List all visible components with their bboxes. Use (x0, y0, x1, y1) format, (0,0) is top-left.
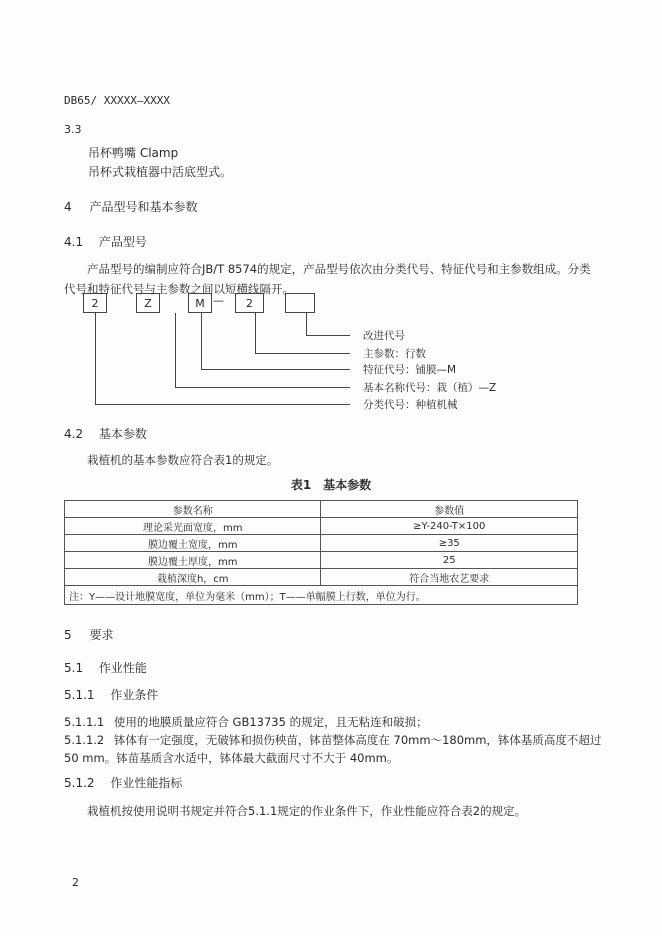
section-5-1-2-heading (64, 775, 182, 792)
section-4-1-title: 产品型号 (98, 235, 147, 249)
connector-main-param-h (255, 353, 350, 354)
section-4-heading (64, 199, 197, 216)
connector-feature-v (201, 313, 202, 369)
clause-5-1-1-1-text: 使用的地膜质量应符合 GB13735 的规定，且无粘连和破损； (113, 715, 428, 729)
section-4-1-paragraph: 产品型号的编制应符合JB/T 8574的规定，产品型号依次由分类代号、特征代号和主参数组成。分类代号和特征代号与主参数之间以短横线隔开。 (64, 262, 591, 296)
table-row (65, 518, 578, 535)
table-cell: 符合当地农艺要求 (321, 569, 578, 586)
clause-5-1-1-1 (64, 714, 428, 731)
clause-5-1-1-2-text-line2: 50 mm。钵苗基质含水适中，钵体最大截面尺寸不大于 40mm。 (64, 751, 399, 765)
section-5-1-1-title: 作业条件 (110, 688, 159, 702)
label-revision-code: 改进代号 (363, 330, 405, 342)
label-feature-code: 特征代号：铺膜—M (363, 364, 457, 376)
section-4-1-heading (64, 234, 147, 251)
section-4-2-paragraph: 栽植机的基本参数应符合表1的规定。 (87, 453, 279, 467)
section-5-1-2-paragraph: 栽植机按使用说明书规定并符合5.1.1规定的作业条件下，作业性能应符合表2的规定。 (87, 804, 527, 818)
clause-5-1-1-2 (64, 732, 601, 749)
label-category-code: 分类代号：种植机械 (363, 399, 458, 411)
clause-5-1-1-1-number: 5.1.1.1 (64, 715, 105, 729)
section-4-1-number: 4.1 (64, 235, 84, 249)
table-cell: 25 (321, 552, 578, 569)
code-box-feature: M (188, 293, 212, 313)
code-box-name: Z (136, 293, 160, 313)
connector-name-h (175, 387, 350, 388)
table-note: 注：Y——设计地膜宽度，单位为毫米（mm）；T——单幅膜上行数，单位为行。 (65, 586, 578, 605)
connector-name-v (175, 313, 176, 387)
section-5-1-heading (64, 660, 147, 677)
clause-5-1-1-2-text-line1: 钵体有一定强度，无破钵和损伤秧苗，钵苗整体高度在 70mm～180mm，钵体基质高度不超过 (113, 733, 602, 747)
term-clamp: 吊杯鸭嘴 Clamp (88, 146, 179, 160)
term-definition: 吊杯式栽植器中活底型式。 (88, 165, 233, 179)
code-dash: — (213, 294, 224, 307)
section-3-3-number: 3.3 (64, 123, 82, 136)
connector-revision-v (306, 313, 307, 335)
section-5-heading (64, 627, 113, 644)
table-cell: 理论采光面宽度，mm (65, 518, 321, 535)
section-5-1-2-title: 作业性能指标 (110, 776, 183, 790)
table-cell: 膜边覆土宽度，mm (65, 535, 321, 552)
section-5-number: 5 (64, 628, 72, 642)
table-cell: 膜边覆土厚度，mm (65, 552, 321, 569)
code-box-main-param: 2 (235, 293, 264, 313)
table-row (65, 569, 578, 586)
page-number: 2 (72, 876, 79, 889)
table-header-cell: 参数值 (321, 501, 578, 518)
section-5-1-number: 5.1 (64, 661, 84, 675)
section-4-2-heading (64, 426, 147, 443)
table-header-row (65, 501, 578, 518)
connector-category-h (95, 404, 350, 405)
connector-main-param-v (255, 313, 256, 353)
connector-revision-h (306, 335, 350, 336)
table-note-row (65, 586, 578, 605)
section-5-title: 要求 (89, 628, 114, 642)
section-4-2-title: 基本参数 (98, 427, 147, 441)
label-basic-name-code: 基本名称代号：栽（植）—Z (363, 382, 497, 394)
table-cell: ≥35 (321, 535, 578, 552)
table-1 (64, 500, 578, 605)
clause-5-1-1-2-number: 5.1.1.2 (64, 733, 105, 747)
table-1-caption: 表1 基本参数 (290, 478, 372, 492)
section-5-1-2-number: 5.1.2 (64, 776, 95, 790)
label-main-parameter: 主参数：行数 (363, 348, 426, 360)
table-row (65, 535, 578, 552)
connector-feature-h (201, 369, 350, 370)
document-code: DB65/ XXXXX—XXXX (64, 94, 170, 107)
section-4-title: 产品型号和基本参数 (89, 200, 198, 214)
table-row (65, 552, 578, 569)
code-box-revision (285, 293, 315, 313)
code-box-category: 2 (83, 293, 107, 313)
section-5-1-1-heading (64, 687, 158, 704)
section-5-1-1-number: 5.1.1 (64, 688, 95, 702)
section-4-number: 4 (64, 200, 72, 214)
table-header-cell: 参数名称 (65, 501, 321, 518)
section-5-1-title: 作业性能 (98, 661, 147, 675)
connector-category-v (95, 313, 96, 404)
table-cell: ≥Y-240-T×100 (321, 518, 578, 535)
section-4-2-number: 4.2 (64, 427, 84, 441)
table-cell: 栽植深度h，cm (65, 569, 321, 586)
